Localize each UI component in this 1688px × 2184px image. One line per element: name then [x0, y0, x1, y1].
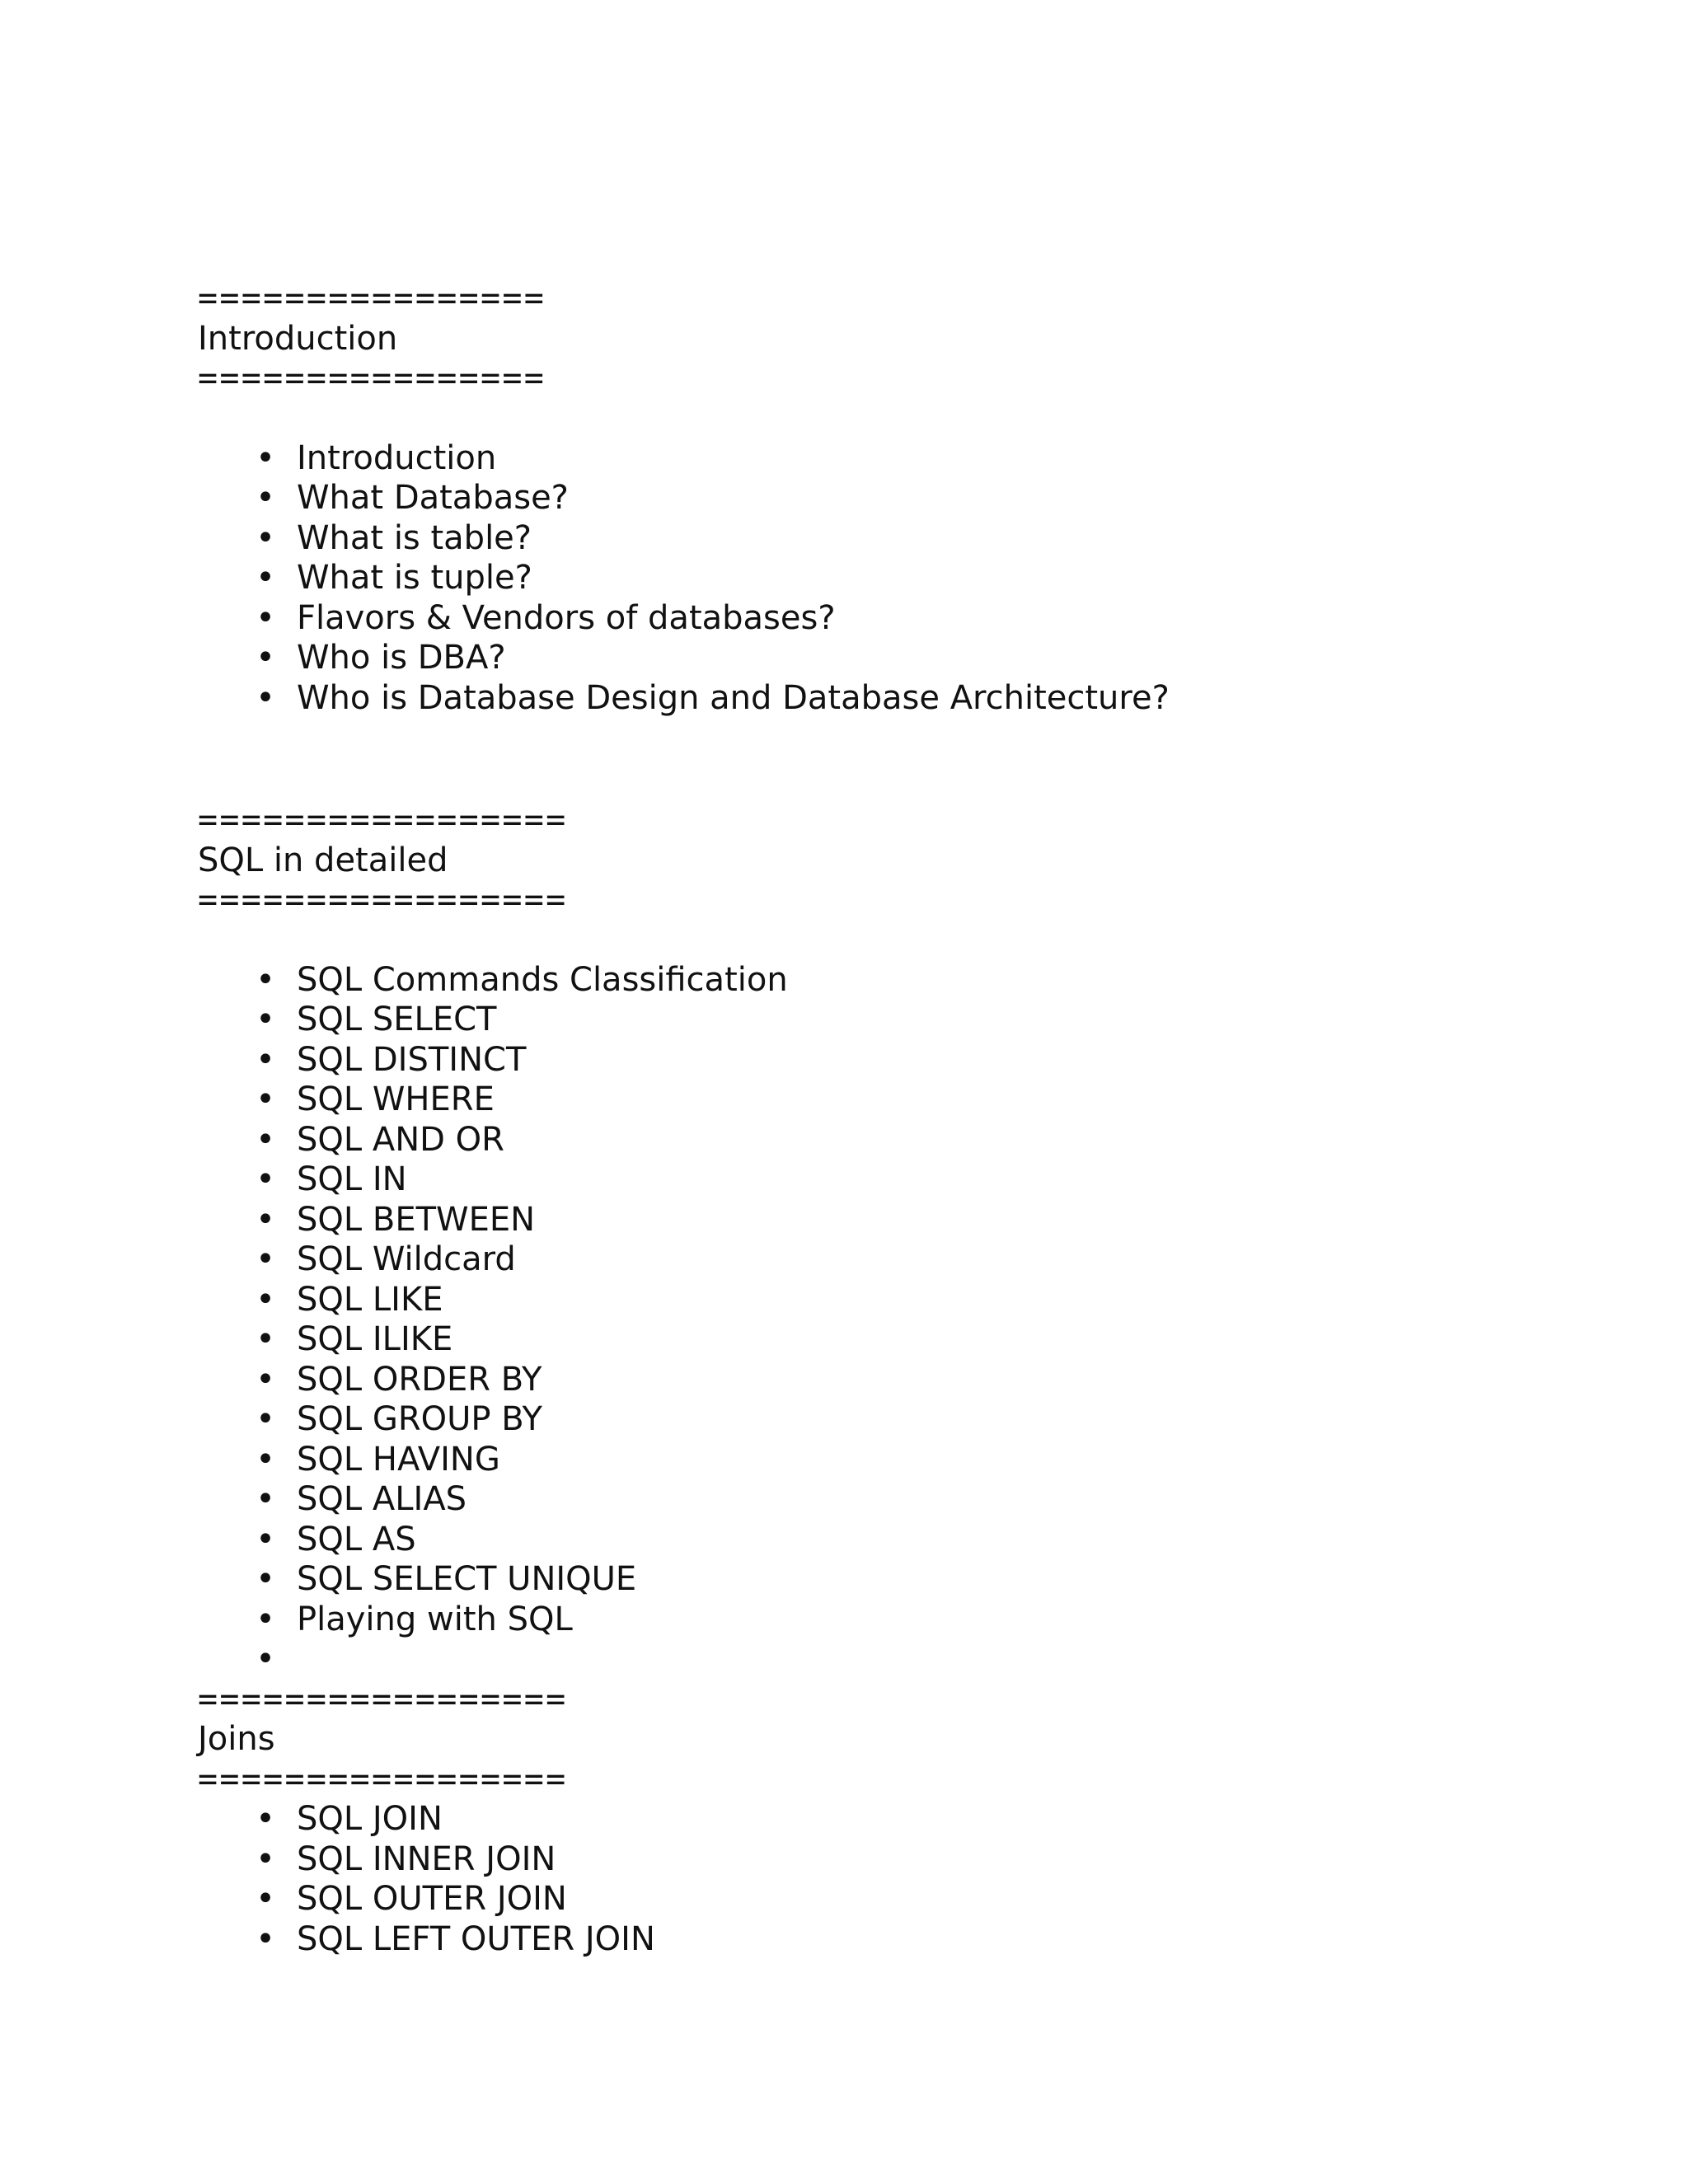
document-content [198, 279, 1558, 1959]
section-sql-in-detailed [198, 800, 1558, 1680]
bullet-icon: • [256, 1320, 275, 1358]
bullet-icon: • [256, 639, 275, 677]
list-item [198, 558, 1558, 598]
bullet-icon: • [256, 1880, 275, 1918]
list-item-text: SQL AND OR [297, 1120, 504, 1159]
section-heading: Joins [198, 1720, 275, 1758]
list-item-text: Who is Database Design and Database Architecture? [297, 678, 1170, 717]
bullet-icon: • [256, 1040, 275, 1079]
bullet-icon: • [256, 479, 275, 517]
list-item [198, 1360, 1558, 1400]
list-item [198, 1799, 1558, 1840]
bullet-icon: • [256, 1480, 275, 1518]
bullet-icon: • [256, 1080, 275, 1118]
section-rule-top: ================= [198, 801, 568, 839]
bullet-icon: • [256, 1800, 275, 1838]
list-item-text: SQL Commands Classification [297, 960, 788, 999]
section-heading: Introduction [198, 319, 398, 358]
list-item [198, 1440, 1558, 1480]
section-rule-top: ================= [198, 1680, 568, 1718]
bullet-icon: • [256, 438, 275, 477]
bullet-icon: • [256, 1600, 275, 1638]
list-item [198, 1319, 1558, 1360]
bullet-icon: • [256, 1001, 275, 1038]
bullet-icon: • [256, 1640, 275, 1678]
list-item [198, 960, 1558, 1001]
list-item-text: Playing with SQL [297, 1600, 573, 1638]
bullet-icon: • [256, 1840, 275, 1878]
list-item-text: SQL SELECT [297, 1001, 497, 1038]
list-item-text: SQL GROUP BY [297, 1400, 542, 1438]
bullet-icon: • [256, 1120, 275, 1159]
list-item-text: SQL INNER JOIN [297, 1840, 556, 1878]
bullet-icon: • [256, 598, 275, 637]
list-item [198, 598, 1558, 639]
bullet-icon: • [256, 559, 275, 597]
list-item-text: SQL LIKE [297, 1280, 443, 1319]
bullet-icon: • [256, 1440, 275, 1479]
list-item [198, 1479, 1558, 1520]
list-item [198, 1919, 1558, 1960]
list-item [198, 1520, 1558, 1560]
list-item [198, 1399, 1558, 1440]
section-introduction [198, 279, 1558, 718]
list-item-text: SQL JOIN [297, 1800, 443, 1838]
list-item-text: SQL OUTER JOIN [297, 1880, 567, 1918]
bullet-icon: • [256, 518, 275, 557]
section-rule-bottom: ================= [198, 1760, 568, 1798]
list-item-text: SQL AS [297, 1520, 416, 1558]
bullet-icon: • [256, 1919, 275, 1958]
bullet-icon: • [256, 960, 275, 999]
list-item-text: SQL Wildcard [297, 1240, 516, 1278]
list-item-text: SQL ORDER BY [297, 1360, 542, 1399]
bullet-icon: • [256, 1560, 275, 1598]
bullet-list [198, 1799, 1558, 1959]
bullet-icon: • [256, 1200, 275, 1239]
list-item [198, 1600, 1558, 1640]
list-item-text: What Database? [297, 479, 569, 517]
list-item-text: SQL ALIAS [297, 1480, 467, 1518]
list-item [198, 1080, 1558, 1120]
list-item-text: SQL SELECT UNIQUE [297, 1560, 637, 1598]
list-item [198, 678, 1558, 719]
list-item-text: SQL BETWEEN [297, 1200, 536, 1239]
list-item [198, 518, 1558, 559]
list-item-text: SQL WHERE [297, 1080, 495, 1118]
bullet-list [198, 960, 1558, 1680]
list-item [198, 1040, 1558, 1080]
list-item [198, 1200, 1558, 1240]
bullet-icon: • [256, 1160, 275, 1198]
bullet-icon: • [256, 1520, 275, 1558]
bullet-icon: • [256, 1360, 275, 1399]
list-item-empty [198, 1639, 1558, 1680]
list-item [198, 1000, 1558, 1040]
list-item [198, 1879, 1558, 1919]
section-rule-bottom: ================ [198, 359, 546, 397]
list-item-text: SQL DISTINCT [297, 1040, 527, 1079]
list-item [198, 1120, 1558, 1160]
section-rule-top: ================ [198, 279, 546, 317]
list-item [198, 638, 1558, 678]
list-item [198, 1840, 1558, 1880]
list-item-text: What is table? [297, 518, 532, 557]
list-item-text: What is tuple? [297, 559, 532, 597]
bullet-icon: • [256, 678, 275, 717]
list-item-text: Flavors & Vendors of databases? [297, 598, 836, 637]
section-joins [198, 1680, 1558, 1960]
bullet-icon: • [256, 1280, 275, 1319]
list-item [198, 478, 1558, 518]
list-item [198, 1280, 1558, 1320]
list-item-text: Who is DBA? [297, 639, 506, 677]
list-item-text: SQL HAVING [297, 1440, 500, 1479]
list-item-text: SQL ILIKE [297, 1320, 453, 1358]
list-item-text: SQL IN [297, 1160, 407, 1198]
section-heading: SQL in detailed [198, 841, 448, 879]
list-item [198, 1240, 1558, 1280]
bullet-icon: • [256, 1240, 275, 1278]
section-rule-bottom: ================= [198, 881, 568, 919]
bullet-icon: • [256, 1400, 275, 1438]
list-item-text: SQL LEFT OUTER JOIN [297, 1919, 655, 1958]
list-item [198, 1160, 1558, 1200]
list-item [198, 438, 1558, 479]
list-item [198, 1559, 1558, 1600]
list-item-text: Introduction [297, 438, 497, 477]
bullet-list [198, 438, 1558, 719]
